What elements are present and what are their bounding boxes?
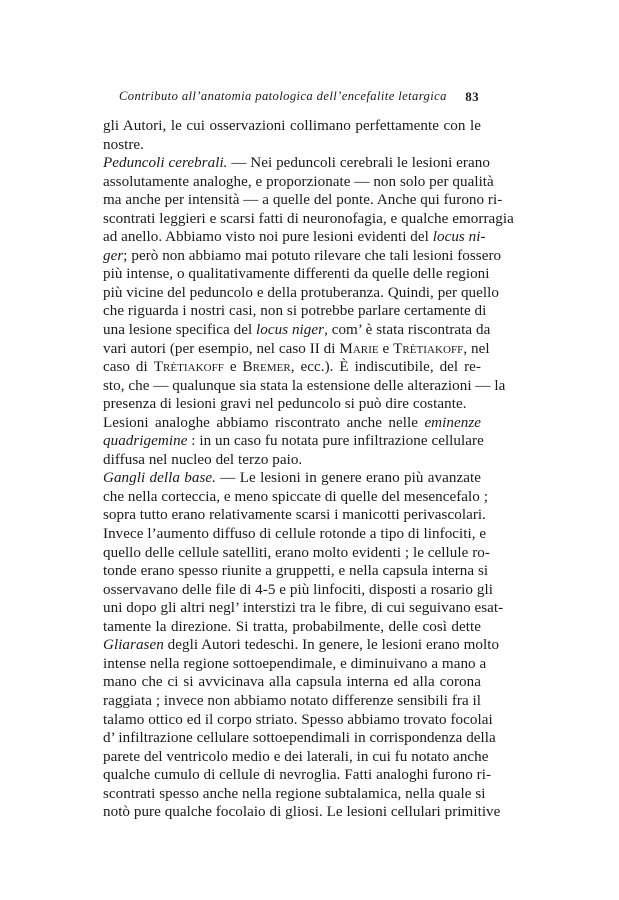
text-line <box>103 358 481 377</box>
text-span: più intense, o qualitativamente differenti da quelle delle regioni <box>103 266 490 283</box>
text-line <box>103 785 486 804</box>
text-line <box>103 451 481 470</box>
text-span: ad anello. Abbiamo visto noi pure lesioni evidenti del <box>103 229 433 246</box>
text-span: Lesioni analoghe abbiamo riscontrato anche nelle <box>103 414 425 431</box>
text-span: , ecc.). È indiscutibile, del re- <box>290 359 481 376</box>
text-span: e <box>378 340 394 357</box>
text-span: notò pure qualche focolaio di gliosi. Le lesioni cellulari primitive <box>103 804 501 821</box>
text-span: tonde erano spesso riunite a gruppetti, e nella capsula interna si <box>103 563 489 580</box>
author-name: Marie <box>339 340 379 357</box>
italic-text: ger <box>103 247 124 264</box>
text-line <box>103 136 481 155</box>
text-span: intense nella regione sottoependimale, e diminuivano a mano a <box>103 655 487 672</box>
text-line <box>103 488 488 507</box>
text-line <box>103 340 490 359</box>
text-line <box>103 228 486 247</box>
italic-text: eminenze <box>424 414 481 431</box>
text-line <box>103 302 487 321</box>
text-line <box>103 154 490 173</box>
text-line <box>103 247 502 266</box>
text-span: che nella corteccia, e meno spiccate di quelle del mesencefalo ; <box>103 488 488 505</box>
text-line <box>103 191 503 210</box>
text-line <box>103 377 506 396</box>
text-span: — Le lesioni in genere erano più avanzate <box>215 470 481 487</box>
text-span: : in un caso fu notata pure infiltrazione cellulare <box>187 433 484 450</box>
text-span: scontrati leggieri e scarsi fatti di neuronofagia, e qualche emorragia <box>103 210 514 227</box>
author-name: Trètiakoff <box>393 340 464 357</box>
text-line <box>103 544 490 563</box>
text-line <box>103 729 496 748</box>
italic-text: Gangli della base. <box>103 470 216 487</box>
text-span: parete del ventricolo medio e dei laterali, in cui fu notato anche <box>103 748 489 765</box>
text-span: sopra tutto erano relativamente scarsi i manicotti perivascolari. <box>103 507 486 524</box>
text-span: talamo ottico ed il corpo striato. Spesso abbiamo trovato focolai <box>103 711 493 728</box>
text-span: raggiata ; invece non abbiamo notato differenze sensibili fra il <box>103 692 482 709</box>
italic-text: quadrigemine <box>103 433 188 450</box>
text-span: più vicine del peduncolo e della protuberanza. Quindi, per quello <box>103 284 499 301</box>
text-span: vari autori (per esempio, nel caso II di <box>103 340 340 357</box>
text-span: presenza di lesioni gravi nel peduncolo si può dire costante. <box>103 396 467 413</box>
text-line <box>103 636 500 655</box>
text-line <box>103 321 491 340</box>
text-line <box>103 469 481 488</box>
text-span: sto, che — qualunque sia stata la estensione delle alterazioni — la <box>103 377 506 394</box>
italic-text: Peduncoli cerebrali. <box>103 155 228 172</box>
author-name: Bremer <box>242 359 291 376</box>
text-line <box>103 432 484 451</box>
text-line <box>103 581 493 600</box>
text-span: — Nei peduncoli cerebrali le lesioni erano <box>227 155 490 172</box>
italic-text: locus ni- <box>432 229 486 246</box>
text-span: gli Autori, le cui osservazioni collimano perfettamente con le <box>103 118 481 134</box>
text-line <box>103 692 481 711</box>
text-span: quello delle cellule satelliti, erano molto evidenti ; le cellule ro- <box>103 544 490 561</box>
page-number: 83 <box>465 89 479 104</box>
text-line <box>103 506 486 525</box>
text-span: e <box>223 359 243 376</box>
text-span: che riguarda i nostri casi, non si potrebbe parlare certamente di <box>103 303 487 320</box>
text-line <box>103 655 487 674</box>
text-line <box>103 711 493 730</box>
text-span: scontrati spesso anche nella regione subtalamica, nella quale si <box>103 785 486 802</box>
text-line <box>103 173 494 192</box>
text-span: qualche cumulo di cellule di nevroglia. Fatti analoghi furono ri- <box>103 767 492 784</box>
text-line <box>103 766 492 785</box>
text-line <box>103 673 481 692</box>
italic-text: locus niger <box>256 322 325 339</box>
text-line <box>103 284 499 303</box>
text-span: uni dopo gli altri negl’ interstizi tra le fibre, di cui seguivano esat- <box>103 600 504 617</box>
text-line <box>103 618 481 637</box>
text-line <box>103 599 504 618</box>
text-line <box>103 562 489 581</box>
text-span: tamente la direzione. Si tratta, probabilmente, delle così dette <box>103 618 481 635</box>
text-span: una lesione specifica del <box>103 322 257 339</box>
text-line <box>103 748 489 767</box>
text-line <box>103 210 514 229</box>
text-span: degli Autori tedeschi. In genere, le lesioni erano molto <box>163 637 500 654</box>
text-span: , nel <box>463 340 490 357</box>
text-span: nostre. <box>103 136 145 153</box>
body-text <box>103 117 514 822</box>
text-span: caso di <box>103 359 154 376</box>
text-span: d’ infiltrazione cellulare sottoependimali in corrispondenza della <box>103 730 496 747</box>
italic-text: Gliarasen <box>103 637 164 654</box>
text-span: osservavano delle file di 4-5 e più linfociti, disposti a rosario gli <box>103 581 493 598</box>
text-span: diffusa nel nucleo del terzo paio. <box>103 451 303 468</box>
text-span: Invece l’aumento diffuso di cellule rotonde a tipo di linfociti, e <box>103 526 487 543</box>
text-line <box>103 395 481 414</box>
text-line <box>103 117 481 136</box>
text-span: assolutamente analoghe, e proporzionate — non solo per qualità <box>103 173 494 190</box>
author-name: Trètiakoff <box>153 359 224 376</box>
text-span: ; però non abbiamo mai potuto rilevare che tali lesioni fossero <box>123 247 502 264</box>
text-line <box>103 265 490 284</box>
text-span: mano che ci si avvicinava alla capsula interna ed alla corona <box>103 674 481 691</box>
text-span: ma anche per intensità — a quelle del ponte. Anche qui furono ri- <box>103 192 503 209</box>
running-header <box>103 89 481 107</box>
text-line <box>103 414 481 433</box>
text-line <box>103 803 501 822</box>
text-line <box>103 525 487 544</box>
text-span: , com’ è stata riscontrata da <box>324 322 491 339</box>
running-title: Contributo all’anatomia patologica dell’encefalite letargica <box>119 89 447 103</box>
